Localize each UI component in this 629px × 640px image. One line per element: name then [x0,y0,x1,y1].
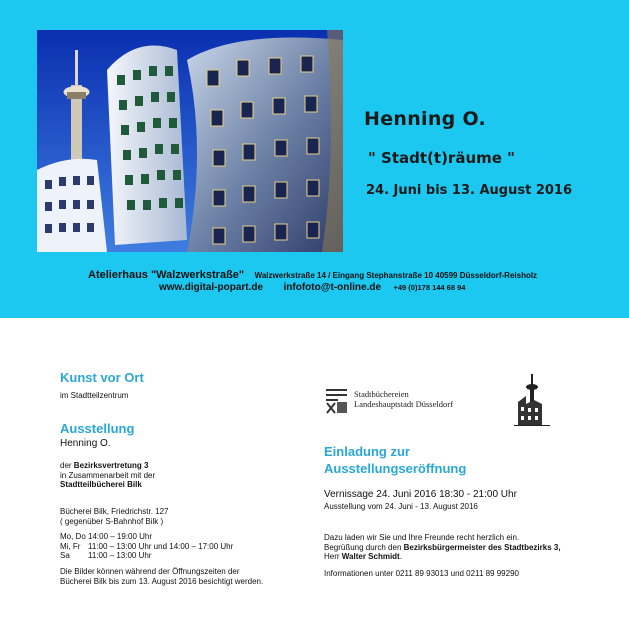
ausstellung-heading: Ausstellung [60,421,135,436]
opening-hours [60,532,233,561]
invitation-line-2: Ausstellungseröffnung [324,461,467,476]
contact-line [159,277,465,295]
bezirk-name: Bezirksvertretung 3 [73,461,149,470]
hours-days: Sa [60,551,70,560]
note-line-1: Die Bilder können während der Öffnungszeiten der [60,567,240,576]
header-banner [0,0,629,318]
hours-days: Mo, Do [60,532,86,541]
hours-row [60,551,233,561]
website-link[interactable]: www.digital-popart.de [159,282,264,293]
dazu-line-3-suffix: . [399,552,402,561]
invitation-line-1: Einladung zur [324,444,410,459]
invitation-heading [324,443,466,477]
mayor-name: Walter Schmidt [341,552,400,561]
vernissage-time: Vernissage 24. Juni 2016 18:30 - 21:00 Uhr [324,489,517,500]
hours-times: 11:00 – 13:00 Uhr [88,551,152,560]
address-block [60,507,169,526]
invitation-text [324,533,594,562]
address-line-1: Bücherei Bilk, Friedrichstr. 127 [60,507,169,516]
bezirk-block [60,461,270,490]
dazu-line-2-prefix: Begrüßung durch den [324,542,404,552]
library-name: Stadtteilbücherei Bilk [60,480,142,489]
library-logo-text [354,389,453,409]
hours-times: 11:00 – 13:00 Uhr und 14:00 – 17:00 Uhr [88,541,234,551]
kunst-vor-ort-heading: Kunst vor Ort [60,370,144,385]
dazu-line-1: Dazu laden wir Sie und Ihre Freunde recht herzlich ein. [324,533,520,542]
note-line-2: Bücherei Bilk bis zum 13. August 2016 besichtigt werden. [60,576,264,586]
logo-line-2: Landeshauptstadt Düsseldorf [354,399,453,409]
viewing-note [60,567,280,586]
city-tower-icon [514,374,550,426]
artist-name: Henning O. [364,108,487,130]
venue-name: Atelierhaus "Walzwerkstraße" [88,269,245,281]
hours-row [60,532,233,542]
stadtteil-label: im Stadtteilzentrum [60,391,129,400]
hours-times: 14:00 – 19:00 Uhr [88,532,153,541]
exhibition-title: " Stadt(t)räume " [368,149,515,167]
artist-name-small: Henning O. [60,438,111,449]
exhibition-period: Ausstellung vom 24. Juni - 13. August 2016 [324,502,478,511]
venue-address: Walzwerkstraße 14 / Eingang Stephanstraße 10 40599 Düsseldorf-Reisholz [254,271,538,280]
stadtbuechereien-logo-icon [324,386,349,415]
mayor-title: Bezirksbürgermeister des Stadtbezirks 3, [403,542,561,552]
email-link[interactable]: infofoto@t-online.de [283,282,382,293]
logo-line-1: Stadtbüchereien [354,389,409,399]
info-phone-numbers: Informationen unter 0211 89 93013 und 0211 89 99290 [324,569,519,578]
exhibition-dates: 24. Juni bis 13. August 2016 [366,183,573,198]
phone-number: +49 (0)178 144 68 94 [393,283,466,292]
bezirk-prefix: der [60,461,74,470]
address-line-2: ( gegenüber S-Bahnhof Bilk ) [60,516,164,526]
architecture-photo [37,30,343,252]
hours-days: Mi, Fr [60,541,81,551]
hours-row [60,542,233,552]
bezirk-line-2: in Zusammenarbeit mit der [60,470,156,480]
dazu-line-3-prefix: Herr [324,552,342,561]
